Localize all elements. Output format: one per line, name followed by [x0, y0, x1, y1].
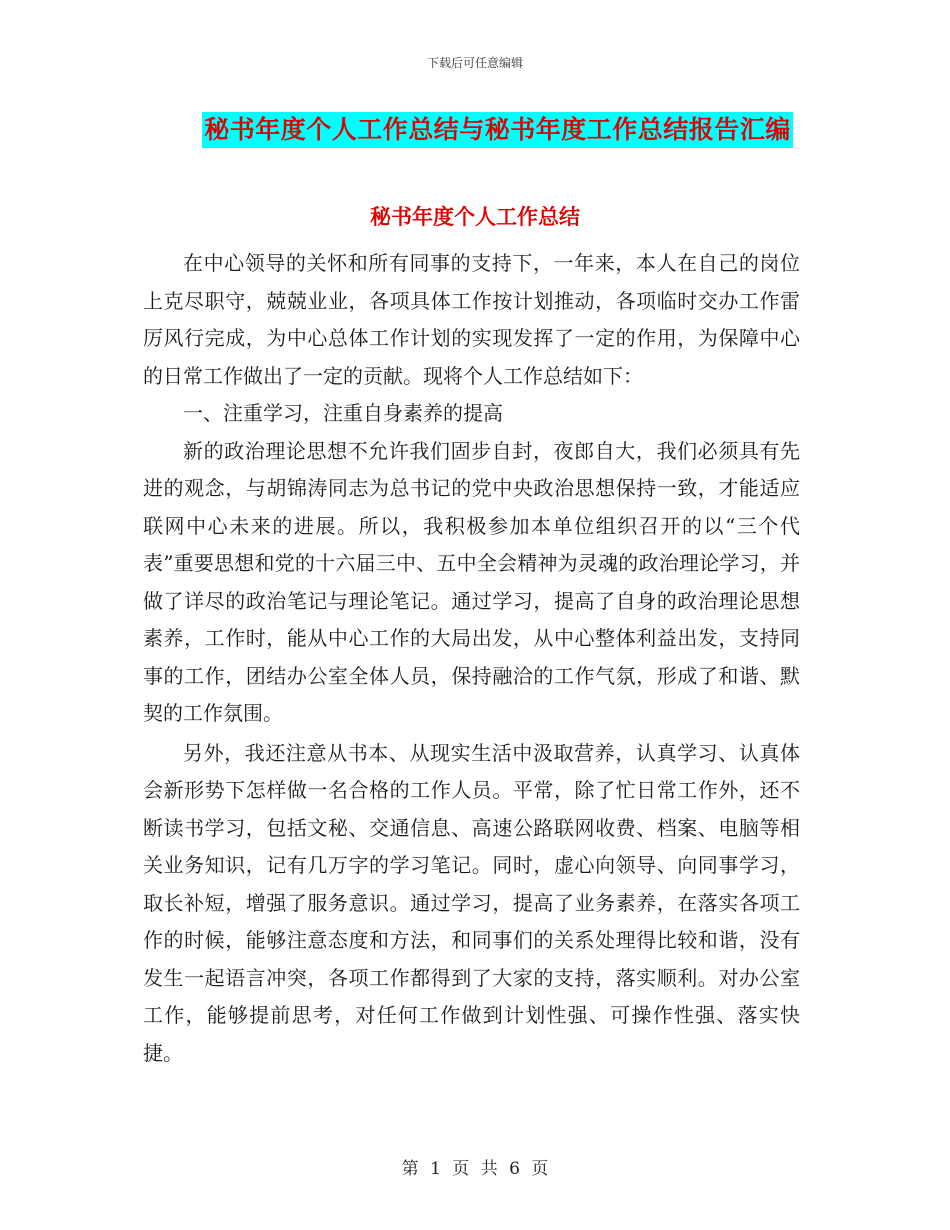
paragraph-intro: 在中心领导的关怀和所有同事的支持下，一年来，本人在自己的岗位上克尽职守，兢兢业业，各项具体工作按计划推动，各项临时交办工作雷厉风行完成，为中心总体工作计划的实现发挥了一定的作用，为保障中心的日常工作做出了一定的贡献。现将个人工作总结如下：	[143, 251, 800, 388]
header-note: 下载后可任意编辑	[426, 56, 523, 70]
section-title: 秘书年度个人工作总结	[370, 204, 580, 229]
page-number: 第 1 页 共 6 页	[401, 1159, 549, 1179]
document-title: 秘书年度个人工作总结与秘书年度工作总结报告汇编	[202, 112, 793, 148]
document-title-wrap	[0, 112, 950, 148]
paragraph-study: 新的政治理论思想不允许我们固步自封，夜郎自大，我们必须具有先进的观念，与胡锦涛同志为总书记的党中央政治思想保持一致，才能适应联网中心未来的进展。所以，我积极参加本单位组织召开的以“三个代表”重要思想和党的十六届三中、五中全会精神为灵魂的政治理论学习，并做了详尽的政治笔记与理论笔记。通过学习，提高了自身的政治理论思想素养，工作时，能从中心工作的大局出发，从中心整体利益出发，支持同事的工作，团结办公室全体人员，保持融洽的工作气氛，形成了和谐、默契的工作氛围。	[143, 438, 800, 725]
paragraph-additional: 另外，我还注意从书本、从现实生活中汲取营养，认真学习、认真体会新形势下怎样做一名合格的工作人员。平常，除了忙日常工作外，还不断读书学习，包括文秘、交通信息、高速公路联网收费、档案、电脑等相关业务知识，记有几万字的学习笔记。同时，虚心向领导、向同事学习，取长补短，增强了服务意识。通过学习，提高了业务素养，在落实各项工作的时候，能够注意态度和方法，和同事们的关系处理得比较和谐，没有发生一起语言冲突，各项工作都得到了大家的支持，落实顺利。对办公室工作，能够提前思考，对任何工作做到计划性强、可操作性强、落实快捷。	[143, 740, 800, 1065]
paragraph-heading: 一、注重学习，注重自身素养的提高	[183, 401, 503, 425]
document-body	[143, 245, 800, 1072]
